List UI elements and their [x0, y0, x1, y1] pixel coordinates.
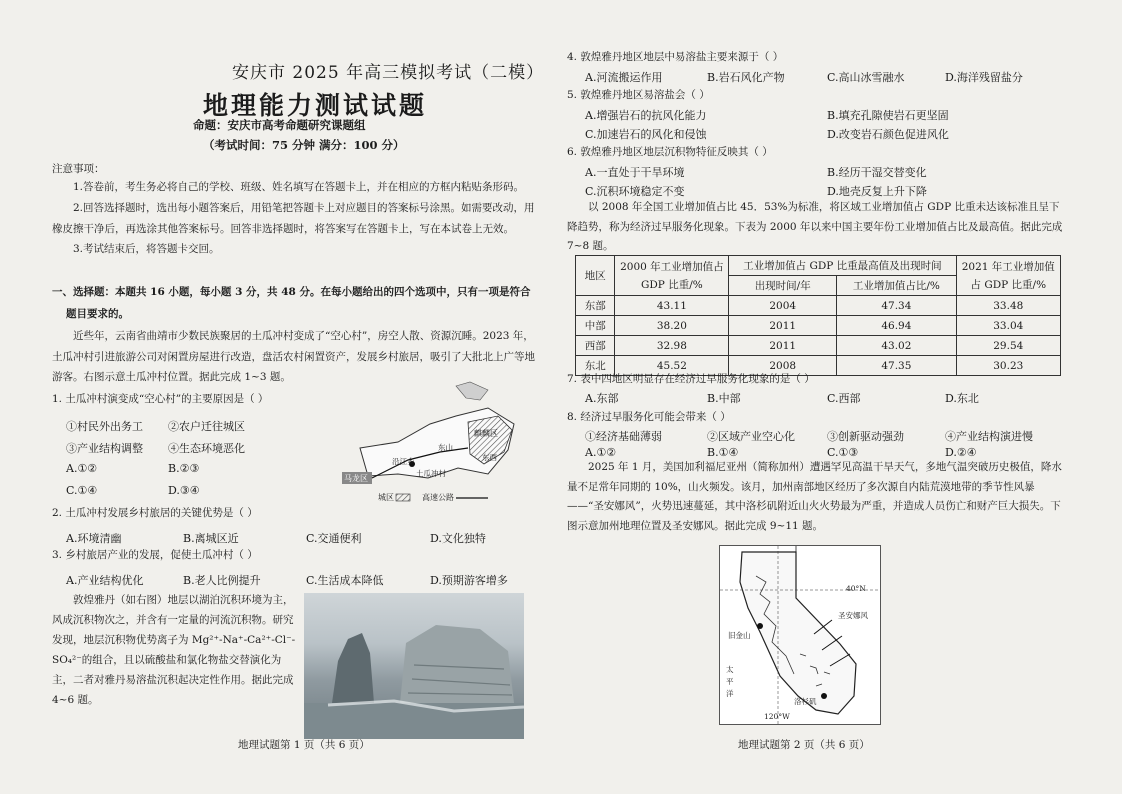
legend-urban-swatch — [396, 494, 410, 501]
table-cell: 东部 — [576, 296, 615, 316]
page-title: 地理能力测试试题 — [203, 91, 428, 120]
map-label-sf: 旧金山 — [728, 631, 751, 640]
table-cell: 西部 — [576, 336, 615, 356]
question-6-stem: 6. 敦煌雅丹地区地层沉积物特征反映其（ ） — [567, 146, 773, 158]
q3-option-b[interactable]: B.老人比例提升 — [183, 574, 261, 587]
table-cell: 47.35 — [837, 356, 956, 376]
table-cell: 2004 — [729, 296, 837, 316]
section-heading-2: 题目要求的。 — [66, 308, 129, 320]
question-3-stem: 3. 乡村旅居产业的发展，促使土瓜冲村（ ） — [52, 549, 258, 561]
notice-item-1: 1.答卷前，考生务必将自己的学校、班级、姓名填写在答题卡上，并在相应的方框内粘贴条形码。 — [73, 181, 525, 193]
village-location-map — [338, 378, 524, 504]
exam-title: 安庆市 2025 年高三模拟考试（二模） — [232, 63, 545, 83]
map-label-town: 沿江乡 — [392, 457, 415, 466]
table-cell: 2011 — [729, 316, 837, 336]
table-header-row — [576, 256, 1061, 276]
map-label-pacific: 太平洋 — [726, 665, 734, 698]
question-7-stem: 7. 表中四地区明显存在经济过早服务化现象的是（ ） — [567, 373, 815, 385]
table-header-cell: 2021 年工业增加值占 GDP 比重/% — [956, 256, 1060, 296]
table-cell: 43.02 — [837, 336, 956, 356]
question-4-stem: 4. 敦煌雅丹地区地层中易溶盐主要来源于（ ） — [567, 51, 784, 63]
table-cell: 2008 — [729, 356, 837, 376]
q1-item: ④生态环境恶化 — [168, 442, 245, 455]
map-label-mazhuang: 马龙区 — [344, 474, 368, 483]
q1-item: ②农户迁往城区 — [168, 420, 245, 433]
intro-passage-2: 敦煌雅丹（如右图）地层以湖泊沉积环境为主，风成沉积物次之，并含有一定量的河流沉积物。研究发现，地层沉积物优势离子为 Mg²⁺-Na⁺-Ca²⁺-Cl⁻-SO₄²⁻的组合，且以硫酸盐和氯化物盐交替演化为主，二者对雅丹易溶盐沉积起决定性作用。据此完成 4~6 题。 — [52, 594, 296, 706]
q2-option-d[interactable]: D.文化独特 — [430, 532, 486, 545]
q7-option-c[interactable]: C.西部 — [827, 392, 861, 405]
q6-option-c[interactable]: C.沉积环境稳定不变 — [585, 185, 685, 198]
q6-option-b[interactable]: B.经历干湿交替变化 — [827, 166, 927, 179]
q8-item: ③创新驱动强劲 — [827, 430, 904, 443]
table-cell: 东北 — [576, 356, 615, 376]
page-footer-2: 地理试题第 2 页（共 6 页） — [738, 739, 870, 751]
right-page — [561, 0, 1122, 794]
map-label-eastwest: 东西 — [482, 453, 497, 462]
map-figure — [338, 378, 524, 504]
question-1-stem: 1. 土瓜冲村演变成“空心村”的主要原因是（ ） — [52, 393, 269, 405]
california-outline — [740, 552, 856, 714]
table-header-cell: 地区 — [576, 256, 615, 296]
table-cell: 46.94 — [837, 316, 956, 336]
q1-option-d[interactable]: D.③④ — [168, 484, 200, 497]
gdp-table — [575, 255, 1061, 376]
q6-option-d[interactable]: D.地壳反复上升下降 — [827, 185, 927, 198]
q2-option-b[interactable]: B.离城区近 — [183, 532, 239, 545]
q4-option-a[interactable]: A.河流搬运作用 — [585, 71, 663, 84]
table-cell: 33.04 — [956, 316, 1060, 336]
q1-item: ①村民外出务工 — [66, 420, 143, 433]
q1-option-b[interactable]: B.②③ — [168, 462, 200, 475]
page-footer-1: 地理试题第 1 页（共 6 页） — [238, 739, 370, 751]
table-cell: 33.48 — [956, 296, 1060, 316]
q3-option-c[interactable]: C.生活成本降低 — [306, 574, 384, 587]
question-2-stem: 2. 土瓜冲村发展乡村旅居的关键优势是（ ） — [52, 507, 258, 519]
legend-highway-label: 高速公路 — [422, 493, 454, 502]
q5-option-c[interactable]: C.加速岩石的风化和侵蚀 — [585, 128, 707, 141]
map-inset-shape — [456, 382, 488, 400]
q1-item: ③产业结构调整 — [66, 442, 143, 455]
table-row — [576, 316, 1061, 336]
map-label-city: 麒麟区 — [474, 429, 498, 438]
q7-option-b[interactable]: B.中部 — [707, 392, 741, 405]
table-row — [576, 296, 1061, 316]
q1-option-a[interactable]: A.①② — [66, 462, 98, 475]
notice-heading: 注意事项： — [52, 163, 105, 175]
exam-info: （考试时间：75 分钟 满分：100 分） — [203, 138, 405, 152]
q7-option-a[interactable]: A.东部 — [585, 392, 619, 405]
map-label-santa-ana: 圣安娜风 — [838, 611, 868, 620]
q7-option-d[interactable]: D.东北 — [945, 392, 979, 405]
table-cell: 47.34 — [837, 296, 956, 316]
table-row — [576, 336, 1061, 356]
table-cell: 45.52 — [615, 356, 729, 376]
q4-option-b[interactable]: B.岩石风化产物 — [707, 71, 785, 84]
notice-item-3: 3.考试结束后，将答题卡交回。 — [73, 243, 220, 255]
table-cell: 29.54 — [956, 336, 1060, 356]
table-cell: 30.23 — [956, 356, 1060, 376]
author-line: 命题：安庆市高考命题研究课题组 — [193, 118, 366, 132]
map-label-40n: 40°N — [846, 584, 866, 593]
table-cell: 中部 — [576, 316, 615, 336]
legend-urban-label: 城区 — [378, 493, 394, 502]
q5-option-a[interactable]: A.增强岩石的抗风化能力 — [585, 109, 707, 122]
table-cell: 2011 — [729, 336, 837, 356]
question-5-stem: 5. 敦煌雅丹地区易溶盐会（ ） — [567, 89, 710, 101]
q4-option-d[interactable]: D.海洋残留盐分 — [945, 71, 1023, 84]
table-cell: 32.98 — [615, 336, 729, 356]
q4-option-c[interactable]: C.高山冰雪融水 — [827, 71, 905, 84]
yardang-photo — [304, 593, 524, 739]
intro-passage-3: 以 2008 年全国工业增加值占比 45．53%为标准，将区域工业增加值占 GDP 比重未达该标准且呈下降趋势，称为经济过早服务化现象。下表为 2000 年以来中国主要年份工业增加值占比及最高值。据此完成 7~8 题。 — [567, 201, 1063, 252]
table-header-cell: 工业增加值占比/% — [837, 276, 956, 296]
table-cell: 43.11 — [615, 296, 729, 316]
q5-option-b[interactable]: B.填充孔隙使岩石更坚固 — [827, 109, 949, 122]
q8-option-c[interactable]: C.①③ — [827, 446, 859, 459]
la-marker — [821, 693, 827, 699]
question-8-stem: 8. 经济过早服务化可能会带来（ ） — [567, 411, 731, 423]
q5-option-d[interactable]: D.改变岩石颜色促进风化 — [827, 128, 949, 141]
q8-item: ④产业结构演进慢 — [945, 430, 1033, 443]
table-header-cell: 出现时间/年 — [729, 276, 837, 296]
q8-option-b[interactable]: B.①④ — [707, 446, 739, 459]
q3-option-a[interactable]: A.产业结构优化 — [66, 574, 144, 587]
notice-item-2: 2.回答选择题时，选出每小题答案后，用铅笔把答题卡上对应题目的答案标号涂黑。如需要改动，用橡皮擦干净后，再选涂其他答案标号。回答非选择题时，将答案写在答题卡上，写在本试卷上无效。 — [52, 202, 535, 235]
table-header-cell: 2000 年工业增加值占 GDP 比重/% — [615, 256, 729, 296]
q8-item: ①经济基础薄弱 — [585, 430, 662, 443]
q3-option-d[interactable]: D.预期游客增多 — [430, 574, 508, 587]
map-label-la: 洛杉矶 — [794, 697, 817, 706]
california-map — [719, 545, 881, 725]
q1-option-c[interactable]: C.①④ — [66, 484, 98, 497]
map-label-120w: 120°W — [764, 712, 790, 721]
q2-option-c[interactable]: C.交通便利 — [306, 532, 362, 545]
q8-option-d[interactable]: D.②④ — [945, 446, 977, 459]
map-label-dongshan: 东山 — [438, 443, 453, 452]
sf-marker — [757, 623, 763, 629]
q8-item: ②区域产业空心化 — [707, 430, 795, 443]
q8-option-a[interactable]: A.①② — [585, 446, 617, 459]
table-cell: 38.20 — [615, 316, 729, 336]
intro-passage-4: 2025 年 1 月，美国加利福尼亚州（简称加州）遭遇罕见高温干旱天气，多地气温突破历史极值，降水量不足常年同期的 10%，山火频发。该月，加州南部地区经历了多次源自内陆荒漠地带的季节性风暴——“圣安娜风”，火势迅速蔓延，其中洛杉矶附近山火火势最为严重，并造成人员伤亡和财产巨大损失。下图示意加州地理位置及圣安娜风。据此完成 9~11 题。 — [567, 461, 1062, 532]
q6-option-a[interactable]: A.一直处于干旱环境 — [585, 166, 685, 179]
section-heading: 一、选择题：本题共 16 小题，每小题 3 分，共 48 分。在每小题给出的四个选项中，只有一项是符合 — [52, 286, 531, 298]
yardang-illustration — [304, 593, 524, 739]
table-header-cell: 工业增加值占 GDP 比重最高值及出现时间 — [729, 256, 956, 276]
q2-option-a[interactable]: A.环境清幽 — [66, 532, 122, 545]
map-label-village: 土瓜冲村 — [416, 469, 446, 478]
intro-passage-1: 近些年，云南省曲靖市少数民族聚居的土瓜冲村变成了“空心村”，房空人散、资源沉睡。2023 年，土瓜冲村引进旅游公司对闲置房屋进行改造，盘活农村闲置资产，发展乡村旅居，吸引了大批北上广等地游客。右图示意土瓜冲村位置。据此完成 1~3 题。 — [52, 330, 535, 383]
